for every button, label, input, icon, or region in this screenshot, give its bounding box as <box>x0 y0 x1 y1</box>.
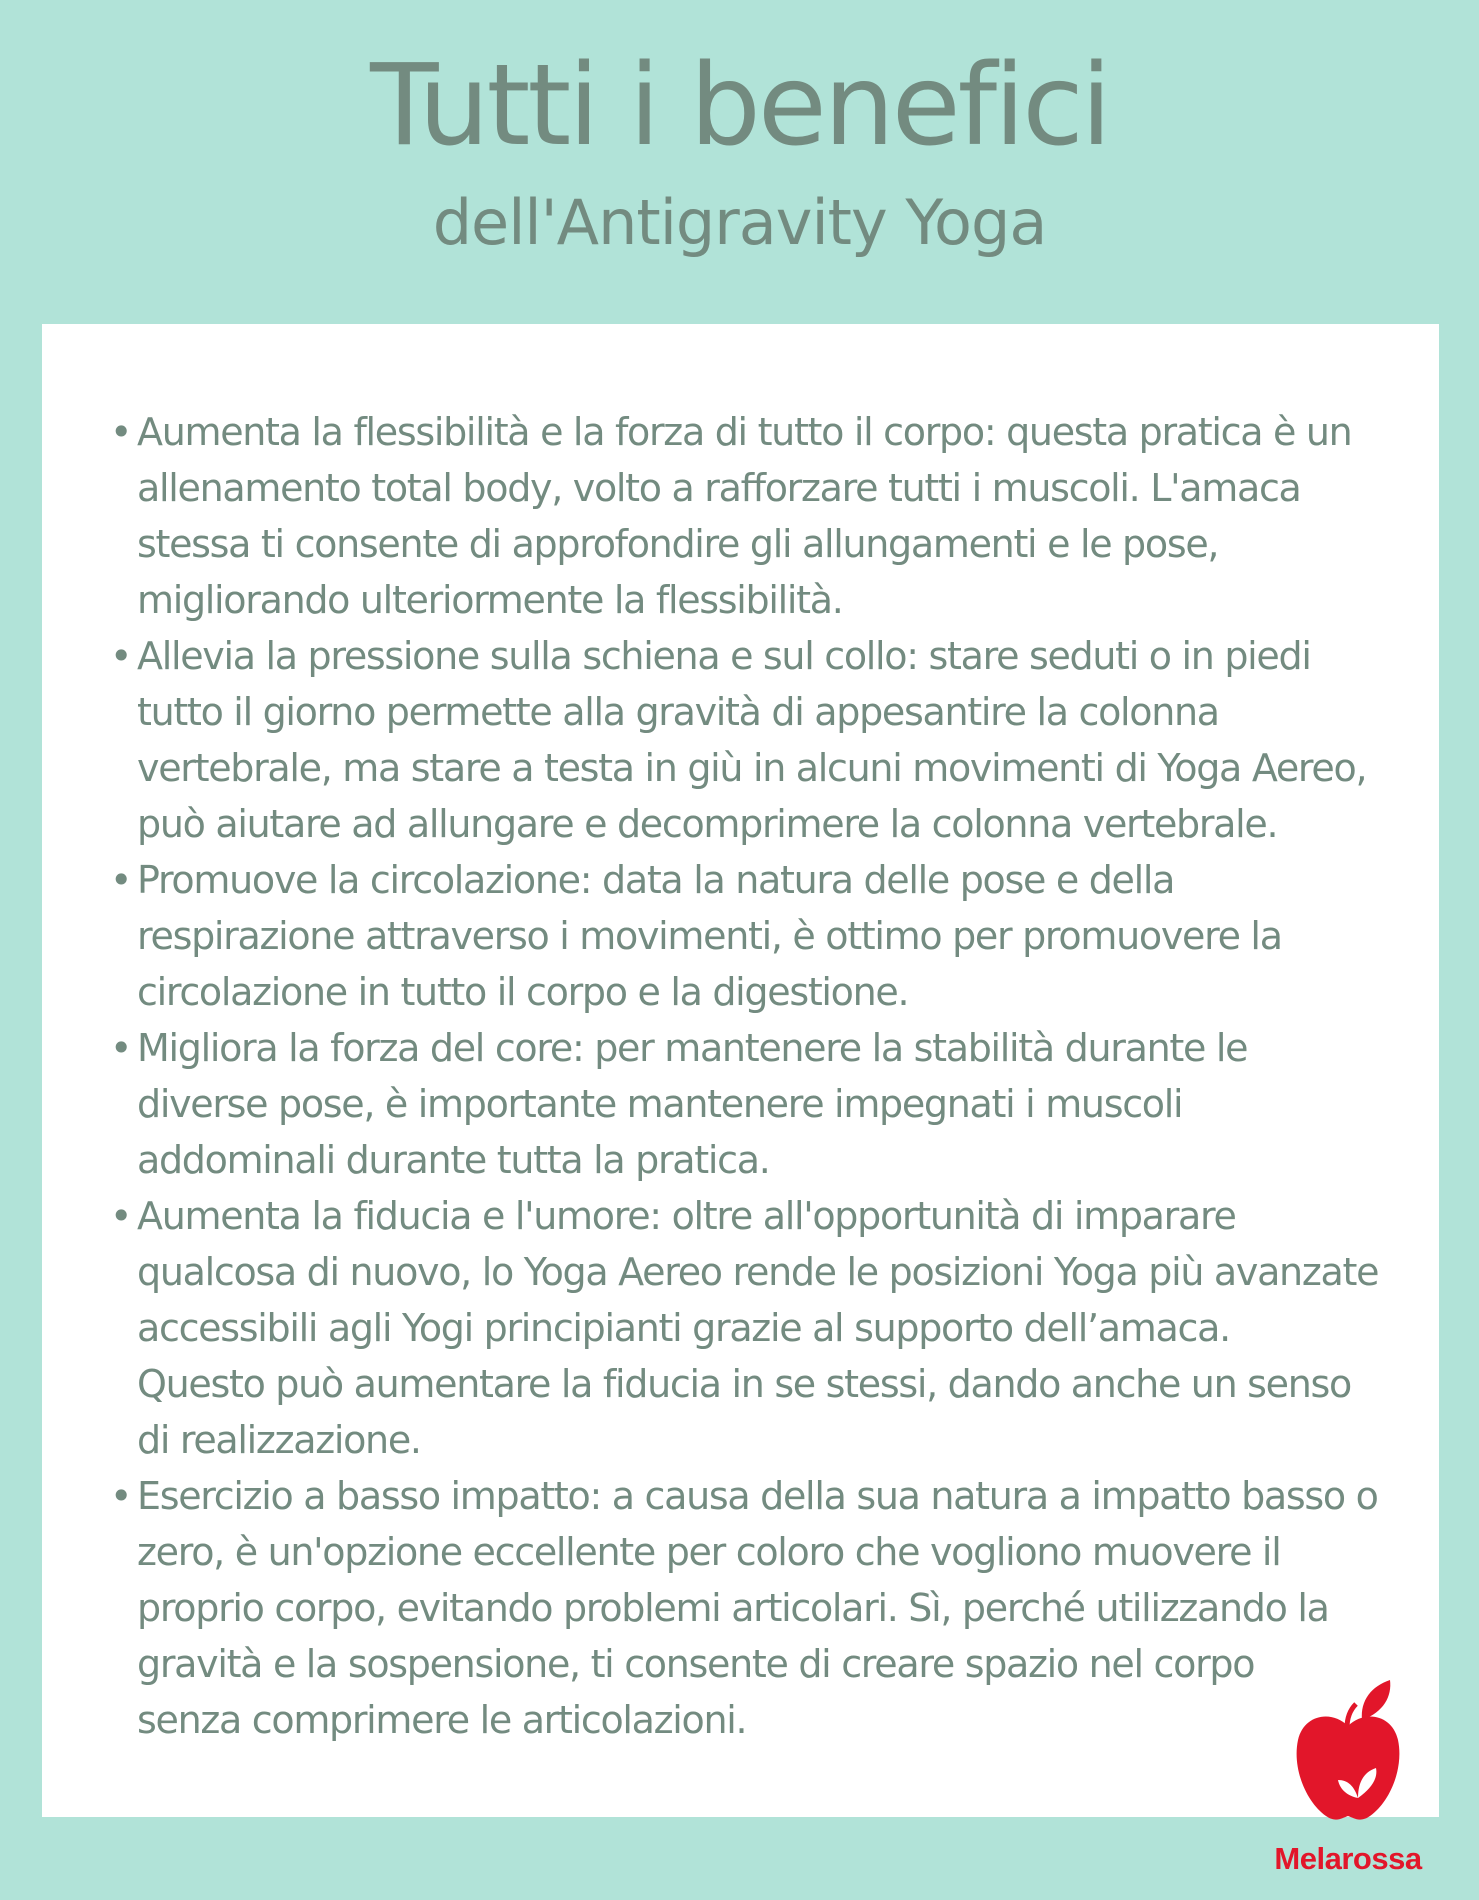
benefit-line: proprio corpo, evitando problemi articolari. Sì, perché utilizzando la <box>137 1586 1329 1630</box>
benefit-item <box>110 852 1410 1020</box>
benefit-line: tutto il giorno permette alla gravità di appesantire la colonna <box>137 690 1219 734</box>
benefit-line: addominali durante tutta la pratica. <box>137 1138 770 1182</box>
benefit-line: migliorando ulteriormente la flessibilità. <box>137 578 843 622</box>
page-subtitle: dell'Antigravity Yoga <box>432 186 1047 259</box>
benefit-line: di realizzazione. <box>137 1418 421 1462</box>
brand-name: Melarossa <box>1274 1841 1422 1876</box>
benefit-line: vertebrale, ma stare a testa in giù in alcuni movimenti di Yoga Aereo, <box>137 746 1367 790</box>
content-card <box>42 324 1439 1817</box>
benefit-line: respirazione attraverso i movimenti, è ottimo per promuovere la <box>137 914 1282 958</box>
bullet: • <box>110 410 132 454</box>
brand-logo[interactable] <box>1262 1678 1434 1898</box>
benefit-line: Aumenta la fiducia e l'umore: oltre all'opportunità di imparare <box>137 1194 1236 1238</box>
benefit-line: allenamento total body, volto a rafforzare tutti i muscoli. L'amaca <box>137 466 1301 510</box>
benefit-item <box>110 1188 1410 1468</box>
benefit-line: Esercizio a basso impatto: a causa della sua natura a impatto basso o <box>137 1474 1378 1518</box>
apple-icon <box>1292 1678 1404 1828</box>
bullet: • <box>110 1026 132 1070</box>
bullet: • <box>110 634 132 678</box>
benefit-line: accessibili agli Yogi principianti grazie al supporto dell’amaca. <box>137 1306 1230 1350</box>
bullet: • <box>110 1194 132 1238</box>
benefit-line: senza comprimere le articolazioni. <box>137 1698 747 1742</box>
benefit-item <box>110 628 1410 852</box>
benefit-line: Migliora la forza del core: per mantenere la stabilità durante le <box>137 1026 1248 1070</box>
page-title: Tutti i benefici <box>370 41 1109 171</box>
header <box>0 41 1479 259</box>
benefit-line: stessa ti consente di approfondire gli allungamenti e le pose, <box>137 522 1219 566</box>
benefit-line: Promuove la circolazione: data la natura delle pose e della <box>137 858 1175 902</box>
benefit-line: Aumenta la flessibilità e la forza di tutto il corpo: questa pratica è un <box>137 410 1352 454</box>
benefit-line: può aiutare ad allungare e decomprimere la colonna vertebrale. <box>137 802 1278 846</box>
bullet: • <box>110 858 132 902</box>
benefit-line: Questo può aumentare la fiducia in se stessi, dando anche un senso <box>137 1362 1351 1406</box>
benefit-line: gravità e la sospensione, ti consente di creare spazio nel corpo <box>137 1642 1255 1686</box>
benefit-line: diverse pose, è importante mantenere impegnati i muscoli <box>137 1082 1183 1126</box>
benefit-item <box>110 1468 1410 1748</box>
benefit-item <box>110 404 1410 628</box>
benefit-line: zero, è un'opzione eccellente per coloro che vogliono muovere il <box>137 1530 1281 1574</box>
benefit-line: Allevia la pressione sulla schiena e sul collo: stare seduti o in piedi <box>137 634 1311 678</box>
benefit-line: circolazione in tutto il corpo e la digestione. <box>137 970 909 1014</box>
benefit-item <box>110 1020 1410 1188</box>
benefit-line: qualcosa di nuovo, lo Yoga Aereo rende le posizioni Yoga più avanzate <box>137 1250 1379 1294</box>
bullet: • <box>110 1474 132 1518</box>
benefits-list <box>110 404 1410 1748</box>
